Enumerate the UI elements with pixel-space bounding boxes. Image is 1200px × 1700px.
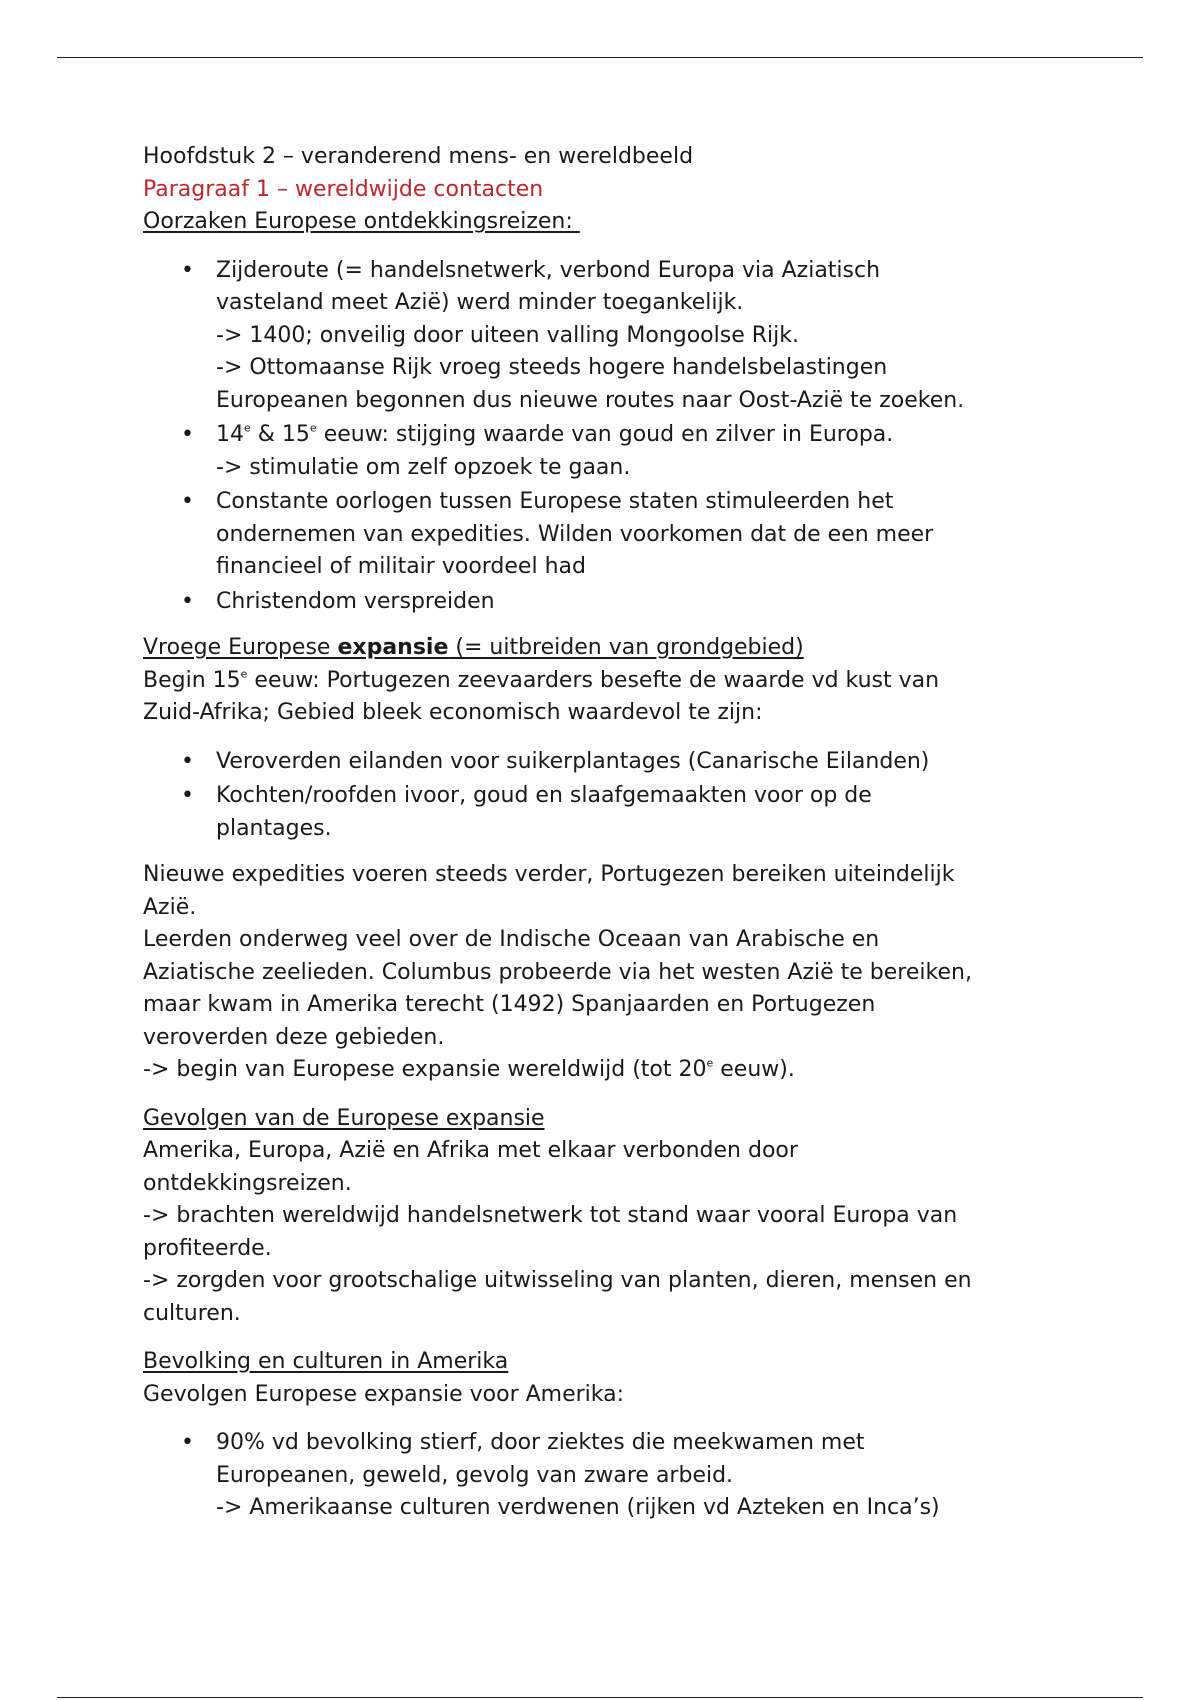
body-text: Azië. [143,894,197,920]
america-intro: Gevolgen Europese expansie voor Amerika: [143,1381,625,1407]
list-item [143,255,1103,418]
list-item-text: Zijderoute (= handelsnetwerk, verbond Europa via Aziatisch [216,257,881,283]
list-item-text: financieel of militair voordeel had [216,554,586,579]
list-item [143,586,1103,619]
body-text: -> zorgden voor grootschalige uitwisseling van planten, dieren, mensen en [143,1268,972,1293]
body-text: Nieuwe expedities voeren steeds verder, Portugezen bereiken uiteindelijk [143,862,955,887]
expansion-list [143,746,1103,846]
list-item [143,1427,1103,1525]
america-heading: Bevolking en culturen in Amerika [143,1349,509,1374]
header-rule [57,57,1143,58]
list-item-text: Constante oorlogen tussen Europese staten stimuleerden het [216,489,894,514]
list-item [143,746,1103,779]
causes-list [143,255,1103,619]
expansion-intro: Begin 15e eeuw: Portugezen zeevaarders besefte de waarde vd kust van [143,667,940,693]
expansion-heading: Vroege Europese expansie (= uitbreiden van grondgebied) [143,635,804,660]
body-text: culturen. [143,1300,241,1326]
list-item-text: Kochten/roofden ivoor, goud en slaafgemaakten voor op de [216,783,872,808]
list-item-text: ondernemen van expedities. Wilden voorkomen dat de een meer [216,521,934,547]
expansion-intro: Zuid-Afrika; Gebied bleek economisch waardevol te zijn: [143,700,763,725]
body-text: -> brachten wereldwijd handelsnetwerk tot stand waar vooral Europa van [143,1203,958,1228]
bullet-icon: • [181,489,194,514]
america-list [143,1427,1103,1525]
consequences-heading: Gevolgen van de Europese expansie [143,1105,545,1131]
list-item [143,419,1103,484]
causes-heading: Oorzaken Europese ontdekkingsreizen: [143,209,580,234]
list-item [143,486,1103,584]
list-item-text: vasteland meet Azië) werd minder toegankelijk. [216,290,744,315]
list-item-text: -> stimulatie om zelf opzoek te gaan. [216,454,631,480]
body-text: maar kwam in Amerika terecht (1492) Spanjaarden en Portugezen [143,992,876,1017]
list-item-text: 14e & 15e eeuw: stijging waarde van goud en zilver in Europa. [216,421,894,447]
list-item-text: -> Ottomaanse Rijk vroeg steeds hogere handelsbelastingen [216,355,888,380]
body-text: Amerika, Europa, Azië en Afrika met elkaar verbonden door [143,1138,798,1163]
footer-rule [57,1697,1143,1698]
bullet-icon: • [181,588,194,614]
body-text: profiteerde. [143,1235,272,1261]
bullet-icon: • [181,1430,194,1455]
document-body [143,141,1103,1539]
list-item-text: Christendom verspreiden [216,588,495,614]
list-item-text: plantages. [216,815,332,841]
body-text: ontdekkingsreizen. [143,1170,352,1196]
body-text: -> begin van Europese expansie wereldwijd (tot 20e eeuw). [143,1056,795,1082]
list-item-text: Europeanen, geweld, gevolg van zware arbeid. [216,1462,734,1488]
bullet-icon: • [181,748,194,774]
list-item-text: 90% vd bevolking stierf, door ziektes die meekwamen met [216,1430,865,1455]
bullet-icon: • [181,422,194,447]
bullet-icon: • [181,783,194,808]
body-text: Leerden onderweg veel over de Indische Oceaan van Arabische en [143,927,880,952]
body-text: veroverden deze gebieden. [143,1024,445,1050]
bullet-icon: • [181,257,194,283]
list-item-text: Europeanen begonnen dus nieuwe routes naar Oost-Azië te zoeken. [216,387,965,413]
list-item [143,780,1103,845]
list-item-text: -> Amerikaanse culturen verdwenen (rijken vd Azteken en Inca’s) [216,1495,940,1520]
chapter-title: Hoofdstuk 2 – veranderend mens- en wereldbeeld [143,144,694,169]
body-text: Aziatische zeelieden. Columbus probeerde via het westen Azië te bereiken, [143,959,972,985]
list-item-text: -> 1400; onveilig door uiteen valling Mongoolse Rijk. [216,322,799,348]
list-item-text: Veroverden eilanden voor suikerplantages (Canarische Eilanden) [216,748,930,774]
paragraph-title: Paragraaf 1 – wereldwijde contacten [143,176,544,202]
